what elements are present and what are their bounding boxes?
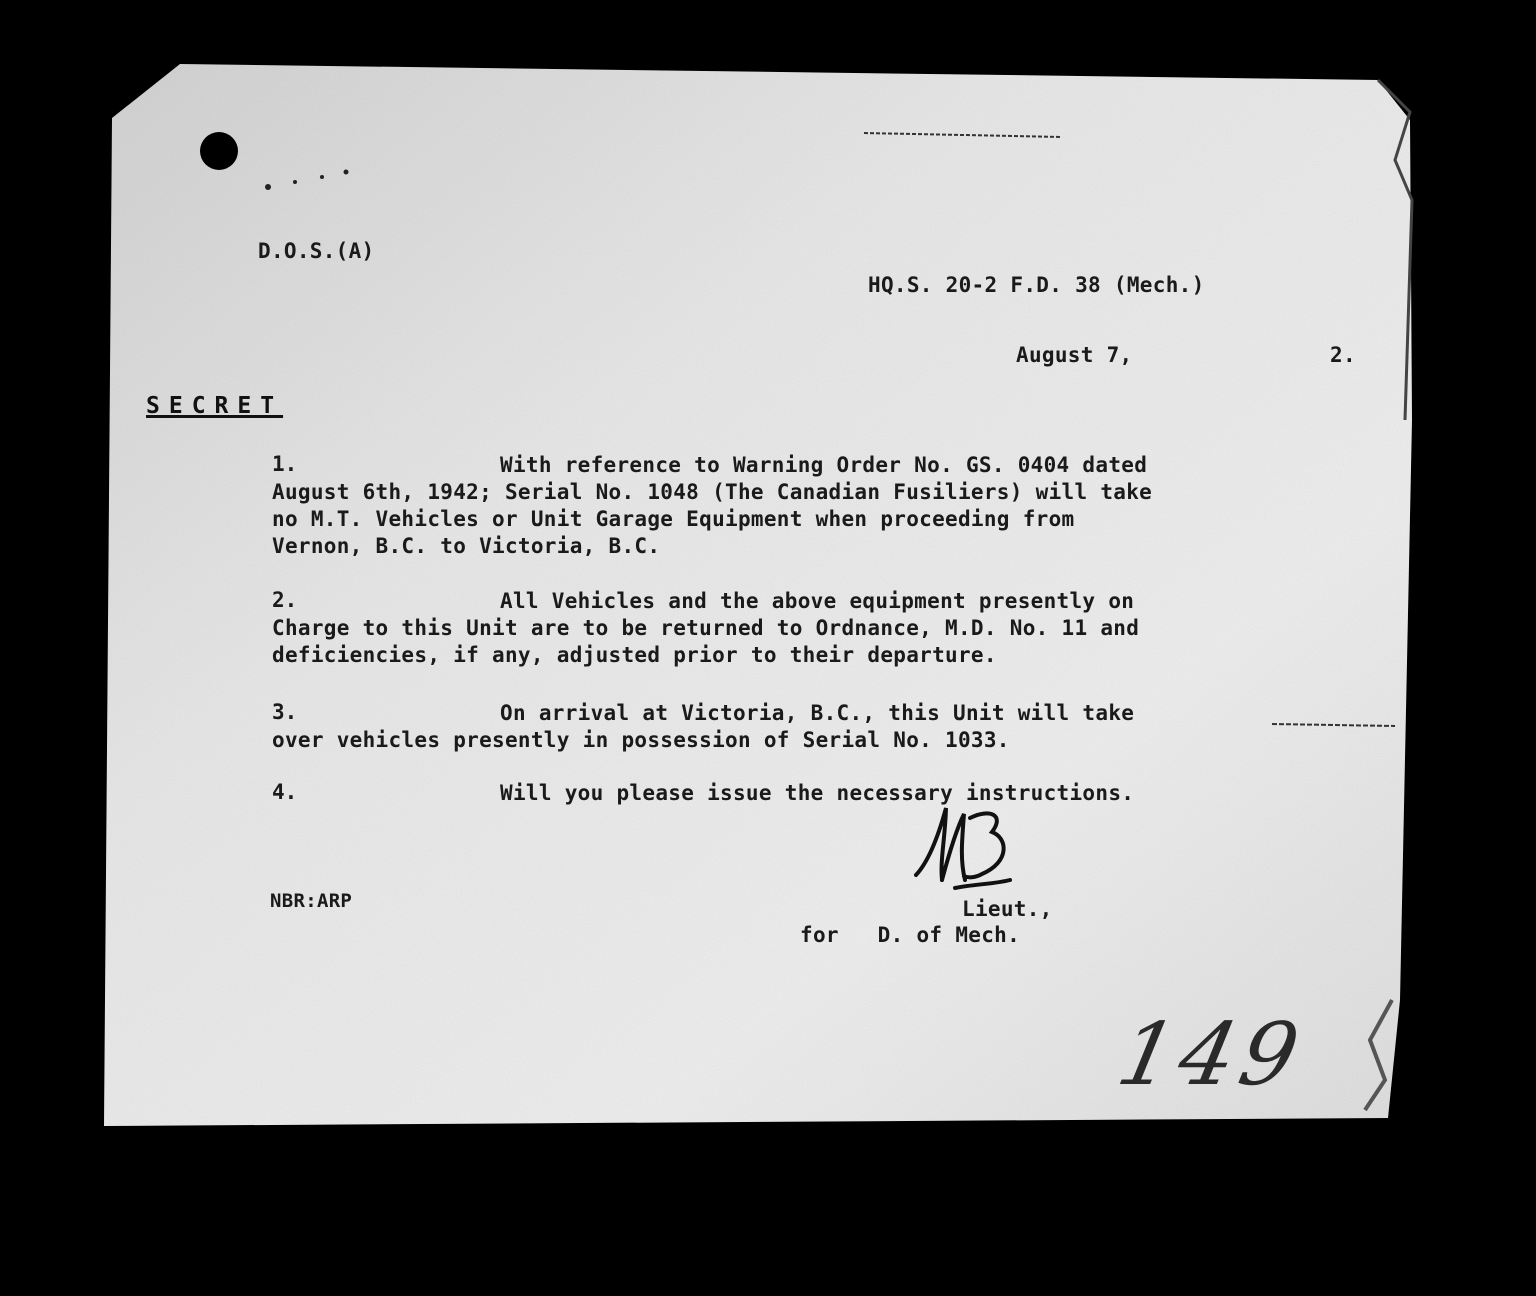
- handwritten-page-number: 149: [1109, 1005, 1313, 1105]
- paragraph-1-line-2: August 6th, 1942; Serial No. 1048 (The Canadian Fusiliers) will take: [272, 480, 1153, 504]
- from-code: D.O.S.(A): [258, 239, 375, 263]
- paragraph-number: 2.: [272, 588, 298, 612]
- paragraph-1-line-4: Vernon, B.C. to Victoria, B.C.: [272, 534, 661, 558]
- paragraph-1-line-3: no M.T. Vehicles or Unit Garage Equipment when proceeding from: [272, 507, 1075, 531]
- reference-initials: NBR:ARP: [270, 890, 353, 912]
- signature-for-line: for D. of Mech.: [800, 923, 1021, 947]
- paragraph-2-line-2: Charge to this Unit are to be returned to Ordnance, M.D. No. 11 and: [272, 616, 1140, 640]
- classification-heading: SECRET: [146, 393, 284, 419]
- paragraph-3-line-1: On arrival at Victoria, B.C., this Unit will take: [500, 701, 1135, 725]
- signature-rank: Lieut.,: [962, 897, 1053, 921]
- date-year-suffix: 2.: [1330, 343, 1356, 367]
- punch-hole: [200, 132, 238, 170]
- paragraph-3-line-2: over vehicles presently in possession of Serial No. 1033.: [272, 728, 1010, 752]
- paragraph-number: 1.: [272, 452, 298, 476]
- paragraph-1-line-1: With reference to Warning Order No. GS. 0404 dated: [500, 453, 1148, 477]
- file-reference: HQ.S. 20-2 F.D. 38 (Mech.): [868, 273, 1205, 297]
- paragraph-number: 4.: [272, 780, 298, 804]
- document-date: August 7,: [1016, 343, 1133, 367]
- paragraph-number: 3.: [272, 700, 298, 724]
- paragraph-2-line-1: All Vehicles and the above equipment presently on: [500, 589, 1135, 613]
- paragraph-2-line-3: deficiencies, if any, adjusted prior to their departure.: [272, 643, 997, 667]
- paragraph-4-line-1: Will you please issue the necessary instructions.: [500, 781, 1135, 805]
